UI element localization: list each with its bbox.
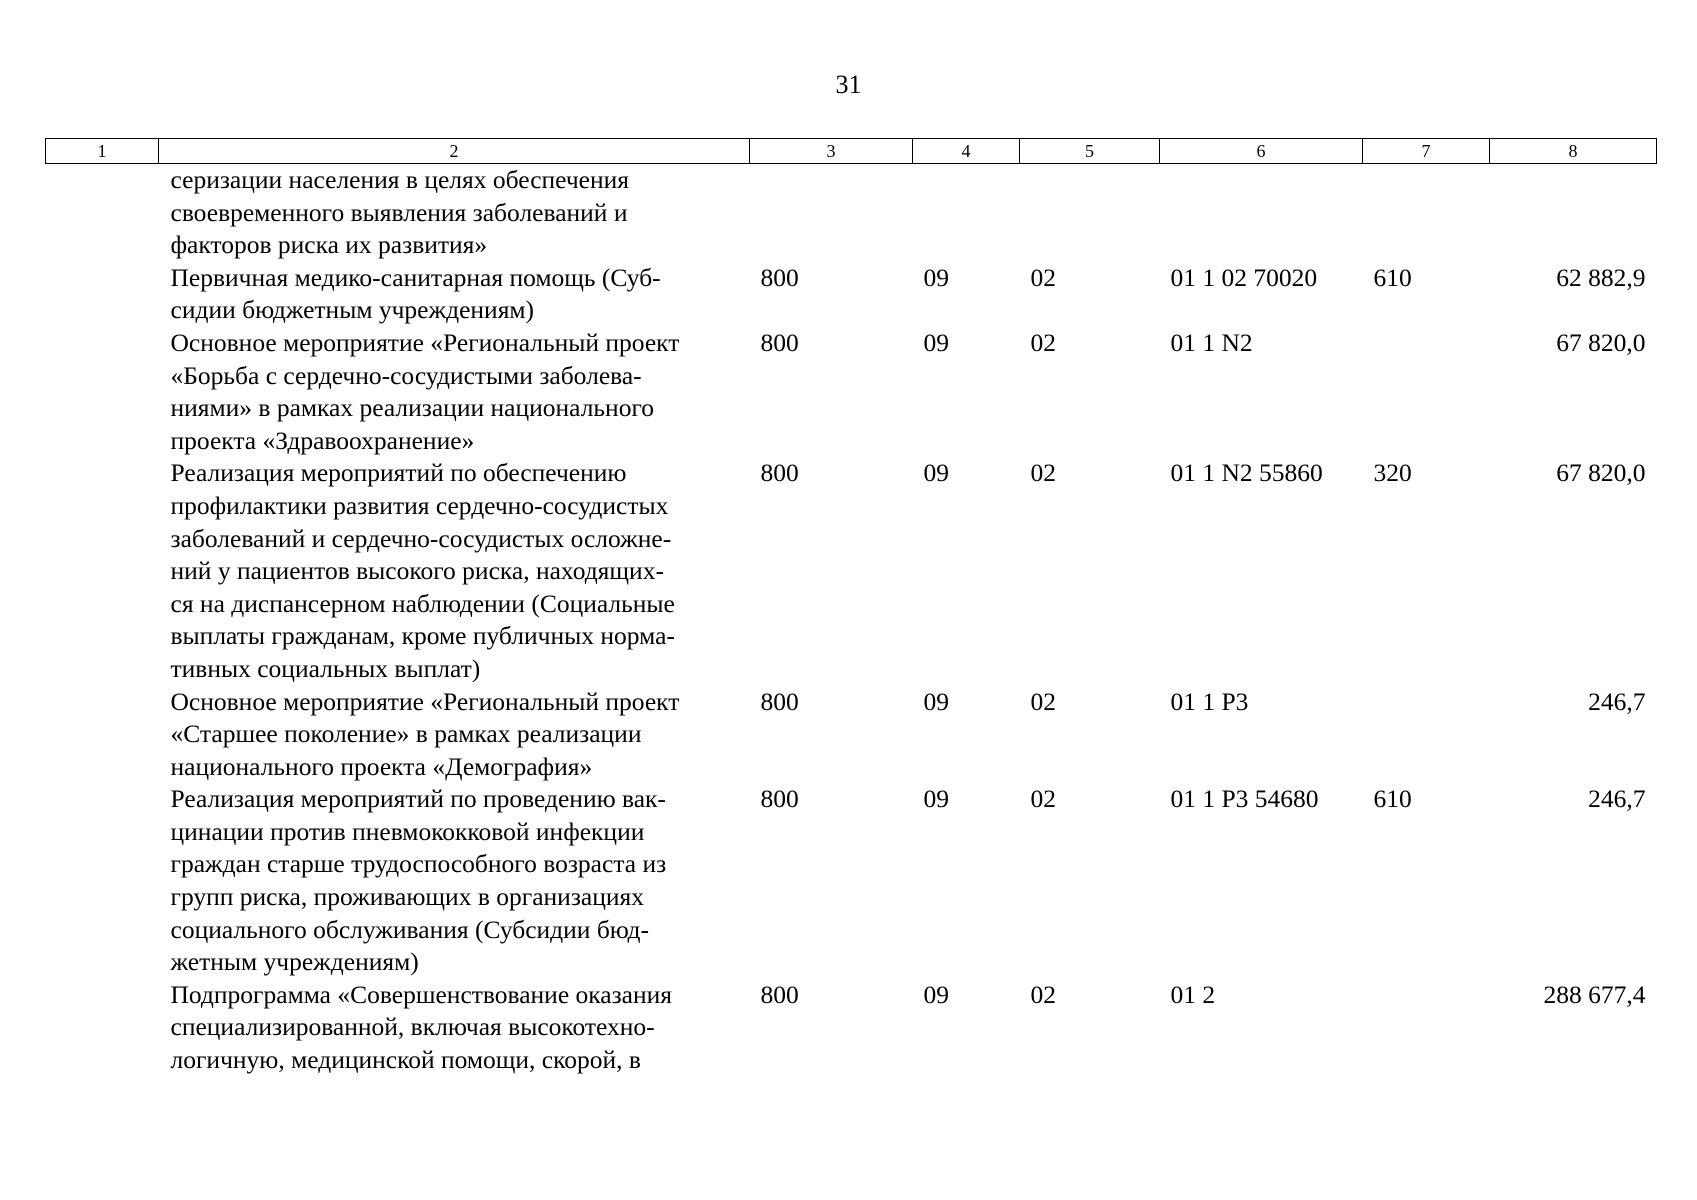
row-expense-type bbox=[1363, 979, 1490, 1077]
row-number bbox=[46, 457, 159, 685]
row-number bbox=[46, 164, 159, 262]
row-grbs: 800 bbox=[760, 979, 799, 1009]
row-name: Основное мероприятие «Региональный проект «Старшее поколение» в рамках реализации национального проекта «Демография» bbox=[170, 686, 680, 781]
row-number bbox=[46, 686, 159, 784]
row-name: Подпрограмма «Совершенствование оказания специализированной, включая высокотехно- логичную, медицинской помощи, скорой, в bbox=[170, 979, 673, 1075]
row-sum: 67 820,0 bbox=[1556, 327, 1646, 357]
row-expense-type: 610 bbox=[1373, 784, 1412, 814]
row-section: 09 bbox=[923, 686, 949, 716]
row-subsection: 02 bbox=[1030, 686, 1056, 716]
row-name: серизации населения в целях обеспечения своевременного выявления заболеваний и факторов риска их развития» bbox=[170, 165, 630, 260]
row-name: Первичная медико-санитарная помощь (Суб- сидии бюджетным учреждениям) bbox=[170, 262, 661, 325]
row-subsection: 02 bbox=[1030, 262, 1056, 292]
row-subsection: 02 bbox=[1030, 979, 1056, 1009]
row-target-article bbox=[1160, 164, 1363, 262]
table-header-row bbox=[46, 139, 1657, 164]
header-col-7: 7 bbox=[1363, 139, 1490, 164]
header-col-4: 4 bbox=[913, 139, 1020, 164]
row-subsection bbox=[1020, 164, 1160, 262]
row-sum bbox=[1490, 164, 1657, 262]
row-sum: 67 820,0 bbox=[1556, 458, 1646, 488]
budget-table bbox=[45, 138, 1657, 1077]
header-col-6: 6 bbox=[1160, 139, 1363, 164]
row-name: Реализация мероприятий по проведению вак- цинации против пневмококковой инфекции граждан старше трудоспособного возраста из групп риска, проживающих в организациях социального обслуживания (Субсидии бюд- жетным учреждениям) bbox=[170, 784, 667, 977]
header-col-2: 2 bbox=[159, 139, 750, 164]
row-expense-type bbox=[1363, 327, 1490, 457]
row-section: 09 bbox=[923, 262, 949, 292]
row-section bbox=[913, 164, 1020, 262]
row-target-article: 01 2 bbox=[1170, 979, 1216, 1009]
row-section: 09 bbox=[923, 784, 949, 814]
row-number bbox=[46, 979, 159, 1077]
header-col-1: 1 bbox=[46, 139, 159, 164]
row-number bbox=[46, 783, 159, 979]
row-grbs: 800 bbox=[760, 327, 799, 357]
table-row bbox=[46, 979, 1657, 1077]
row-target-article: 01 1 N2 55860 bbox=[1170, 458, 1323, 488]
row-subsection: 02 bbox=[1030, 784, 1056, 814]
row-grbs: 800 bbox=[760, 686, 799, 716]
row-sum: 246,7 bbox=[1588, 686, 1646, 716]
row-sum: 288 677,4 bbox=[1543, 979, 1646, 1009]
row-number bbox=[46, 262, 159, 327]
row-target-article: 01 1 P3 bbox=[1170, 686, 1249, 716]
row-number bbox=[46, 327, 159, 457]
table-row bbox=[46, 164, 1657, 262]
page-number: 31 bbox=[835, 70, 862, 99]
header-col-8: 8 bbox=[1490, 139, 1657, 164]
row-grbs bbox=[750, 164, 913, 262]
row-target-article: 01 1 N2 bbox=[1170, 327, 1253, 357]
row-section: 09 bbox=[923, 327, 949, 357]
row-section: 09 bbox=[923, 458, 949, 488]
row-name: Реализация мероприятий по обеспечению профилактики развития сердечно-сосудистых заболеваний и сердечно-сосудистых осложне- ний у пациентов высокого риска, находящих- ся на диспансерном наблюдении (Социальные выплаты гражданам, кроме публичных норма- тивных социальных выплат) bbox=[170, 458, 675, 683]
row-expense-type: 610 bbox=[1373, 262, 1412, 292]
table-row bbox=[46, 262, 1657, 327]
row-expense-type bbox=[1363, 686, 1490, 784]
table-row bbox=[46, 783, 1657, 979]
table-row bbox=[46, 327, 1657, 457]
header-col-3: 3 bbox=[750, 139, 913, 164]
row-grbs: 800 bbox=[760, 784, 799, 814]
row-sum: 246,7 bbox=[1588, 784, 1646, 814]
row-name: Основное мероприятие «Региональный проект «Борьба с сердечно-сосудистыми заболева- ниями» в рамках реализации национального проекта «Здравоохранение» bbox=[170, 327, 680, 455]
row-grbs: 800 bbox=[760, 262, 799, 292]
row-subsection: 02 bbox=[1030, 458, 1056, 488]
header-col-5: 5 bbox=[1020, 139, 1160, 164]
row-sum: 62 882,9 bbox=[1556, 262, 1646, 292]
row-subsection: 02 bbox=[1030, 327, 1056, 357]
row-section: 09 bbox=[923, 979, 949, 1009]
row-target-article: 01 1 02 70020 bbox=[1170, 262, 1318, 292]
table-row bbox=[46, 457, 1657, 685]
row-expense-type: 320 bbox=[1373, 458, 1412, 488]
table-row bbox=[46, 686, 1657, 784]
row-target-article: 01 1 P3 54680 bbox=[1170, 784, 1319, 814]
row-grbs: 800 bbox=[760, 458, 799, 488]
row-expense-type bbox=[1363, 164, 1490, 262]
